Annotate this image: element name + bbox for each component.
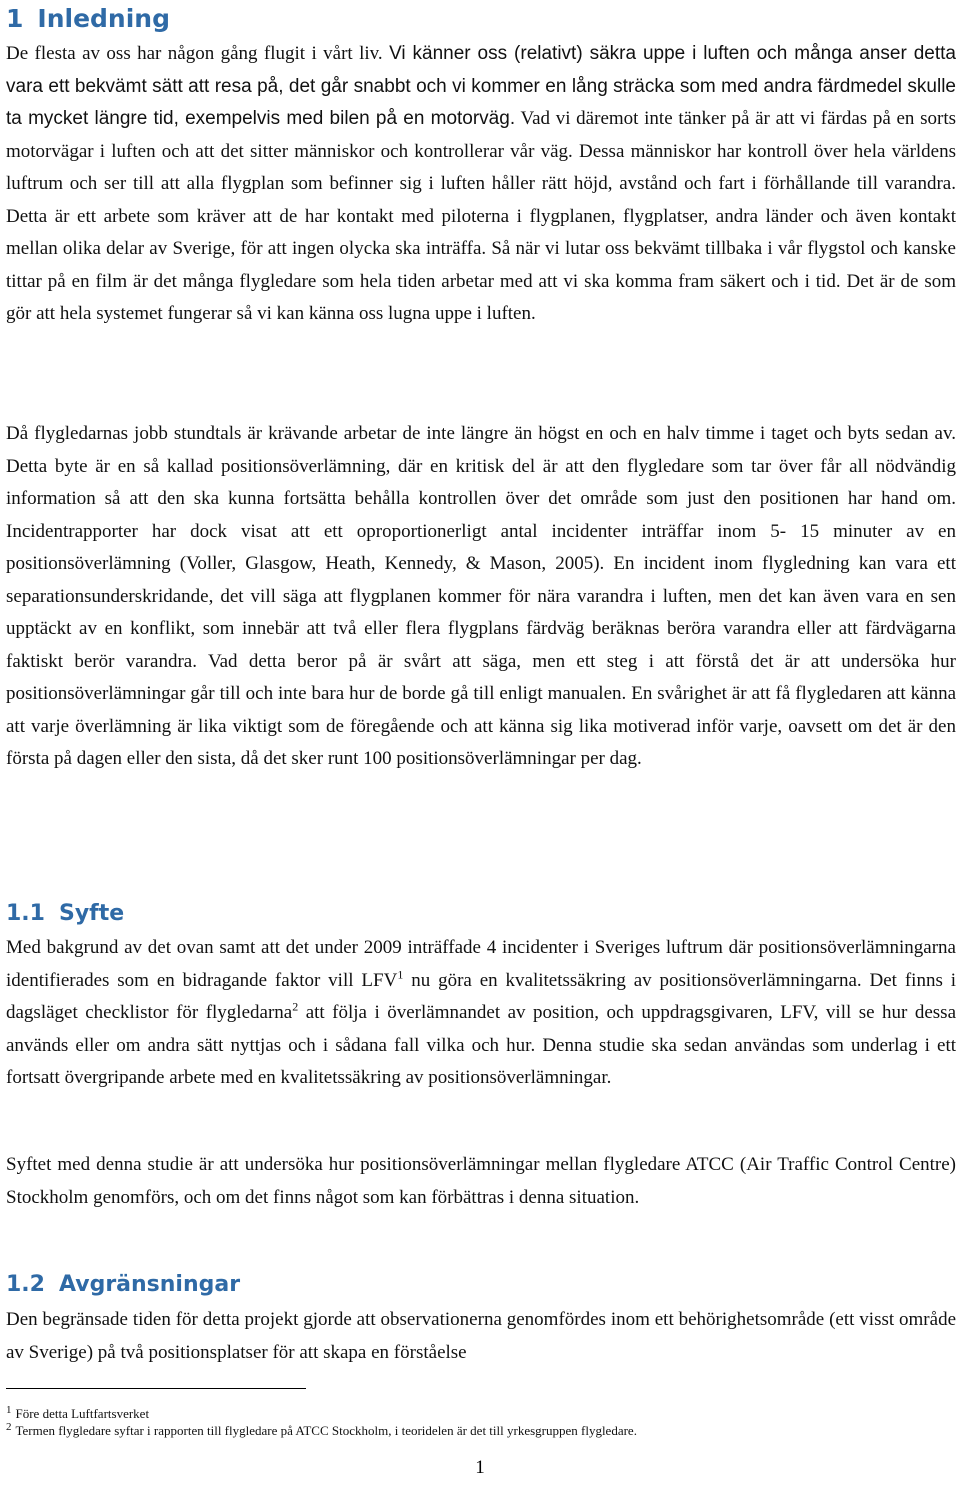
syfte-text-b: nu göra en kvalitetssäkring av positionsöverlämningarna. Det finns i dagsläget checklistor för flygledarna xyxy=(6,969,956,1023)
page-number: 1 xyxy=(475,1457,485,1478)
section-title: Syfte xyxy=(58,901,125,926)
avgransningar-paragraph-1: Den begränsade tiden för detta projekt gjorde att observationerna genomfördes inom ett behörighetsområde (ett visst område av Sverige) på två positionsplatser för att skapa en förståelse xyxy=(6,1309,956,1363)
syfte-text-a: Med bakgrund av det ovan samt att det under 2009 inträffade 4 incidenter i Sveriges luftrum där positionsöverlämningarna identifierades som en bidragande faktor vill LFV xyxy=(6,937,956,991)
footnote-divider xyxy=(6,1388,306,1389)
section-heading-syfte xyxy=(6,903,124,925)
intro-sentence-1: De flesta av oss har någon gång flugit i vårt liv. xyxy=(6,43,390,64)
syfte-paragraph-1 xyxy=(6,932,956,1095)
intro-paragraph-1 xyxy=(6,38,956,331)
footnote-2 xyxy=(6,1420,637,1439)
section-title: Avgränsningar xyxy=(58,1272,241,1297)
section-number: 1.1 xyxy=(6,901,45,926)
syfte-text-c: att följa i överlämnandet av position, och uppdragsgivaren, LFV, vill se hur dessa används eller om andra sätt nyttjas och i sådana fall vilka och hur. Denna studie ska sedan användas som underlag i ett fortsatt övergripande arbete med en kvalitetssäkring av positionsöverlämningar. xyxy=(6,1002,956,1088)
syfte-paragraph-2: Syftet med denna studie är att undersöka hur positionsöverlämningar mellan flygledare ATCC (Air Traffic Control Centre) Stockholm genomförs, och om det finns något som kan förbättras i denna situation. xyxy=(6,1154,956,1208)
section-number: 1 xyxy=(6,4,24,33)
section-title: Inledning xyxy=(37,4,170,33)
section-number: 1.2 xyxy=(6,1272,45,1297)
footnote-number: 2 xyxy=(6,1420,12,1433)
footnote-ref-2: 2 xyxy=(292,999,299,1014)
intro-rest: Vad vi däremot inte tänker på är att vi färdas på en sorts motorvägar i luften och att det sitter människor och kontrollerar vår väg. Dessa människor har kontroll över hela världens luftrum och ser till att alla flygplan som befinner sig i luften håller rätt höjd, avstånd och fart i förhållande till varandra. Detta är ett arbete som kräver att de har kontakt med piloterna i flygplanen, flygplatser, andra länder och även kontakt mellan olika delar av Sverige, för att ingen olycka ska inträffa. Så när vi lutar oss bekvämt tillbaka i vår flygstol och kanske tittar på en film är det många flygledare som hela tiden arbetar med att vi ska komma fram säkert och i tid. Det är de som gör att hela systemet fungerar så vi kan känna oss lugna uppe i luften. xyxy=(6,108,957,324)
section-heading-avgransningar xyxy=(6,1274,240,1296)
footnote-ref-1: 1 xyxy=(397,967,404,982)
section-heading-inledning xyxy=(6,6,170,31)
footnote-1 xyxy=(6,1403,150,1422)
footnote-text: Termen flygledare syftar i rapporten till flygledare på ATCC Stockholm, i teoridelen är det till yrkesgruppen flygledare. xyxy=(15,1423,637,1438)
intro-paragraph-2: Då flygledarnas jobb stundtals är krävande arbetar de inte längre än högst en och en halv timme i taget och byts sedan av. Detta byte är en så kallad positionsöverlämning, där en kritisk del är att den flygledare som tar över får all nödvändig information så att den ska kunna fortsätta behålla kontrollen över det område som just den positionen har hand om. Incidentrapporter har dock visat att ett oproportionerligt antal incidenter inträffar inom 5- 15 minuter av en positionsöverlämning (Voller, Glasgow, Heath, Kennedy, & Mason, 2005). En incident inom flygledning kan vara ett separationsunderskridande, det vill säga att flygplanen kommer för nära varandra i luften, men det kan även vara en sen upptäckt av en konflikt, som innebär att två eller flera flygplans färdväg beräknas beröra varandra eller att färdvägarna faktiskt berör varandra. Vad detta beror på är svårt att säga, men ett steg i att förstå det är att undersöka hur positionsöverlämningar går till och inte bara hur de borde gå till enligt manualen. En svårighet är att få flygledaren att känna att varje överlämning är lika viktigt som de föregående och att känna sig lika motiverad inför varje, oavsett om det är den första på dagen eller den sista, då det sker runt 100 positionsöverlämningar per dag. xyxy=(6,423,956,769)
intro-sentence-2: Vi känner oss (relativt) säkra uppe i luften och många anser detta vara ett bekvämt sätt att resa på, det går snabbt och vi kommer en lång sträcka som med andra färdmedel skulle ta mycket längre tid, exempelvis med bilen på en motorväg. xyxy=(6,43,957,129)
footnote-text: Före detta Luftfartsverket xyxy=(15,1406,150,1421)
footnote-number: 1 xyxy=(6,1403,12,1416)
